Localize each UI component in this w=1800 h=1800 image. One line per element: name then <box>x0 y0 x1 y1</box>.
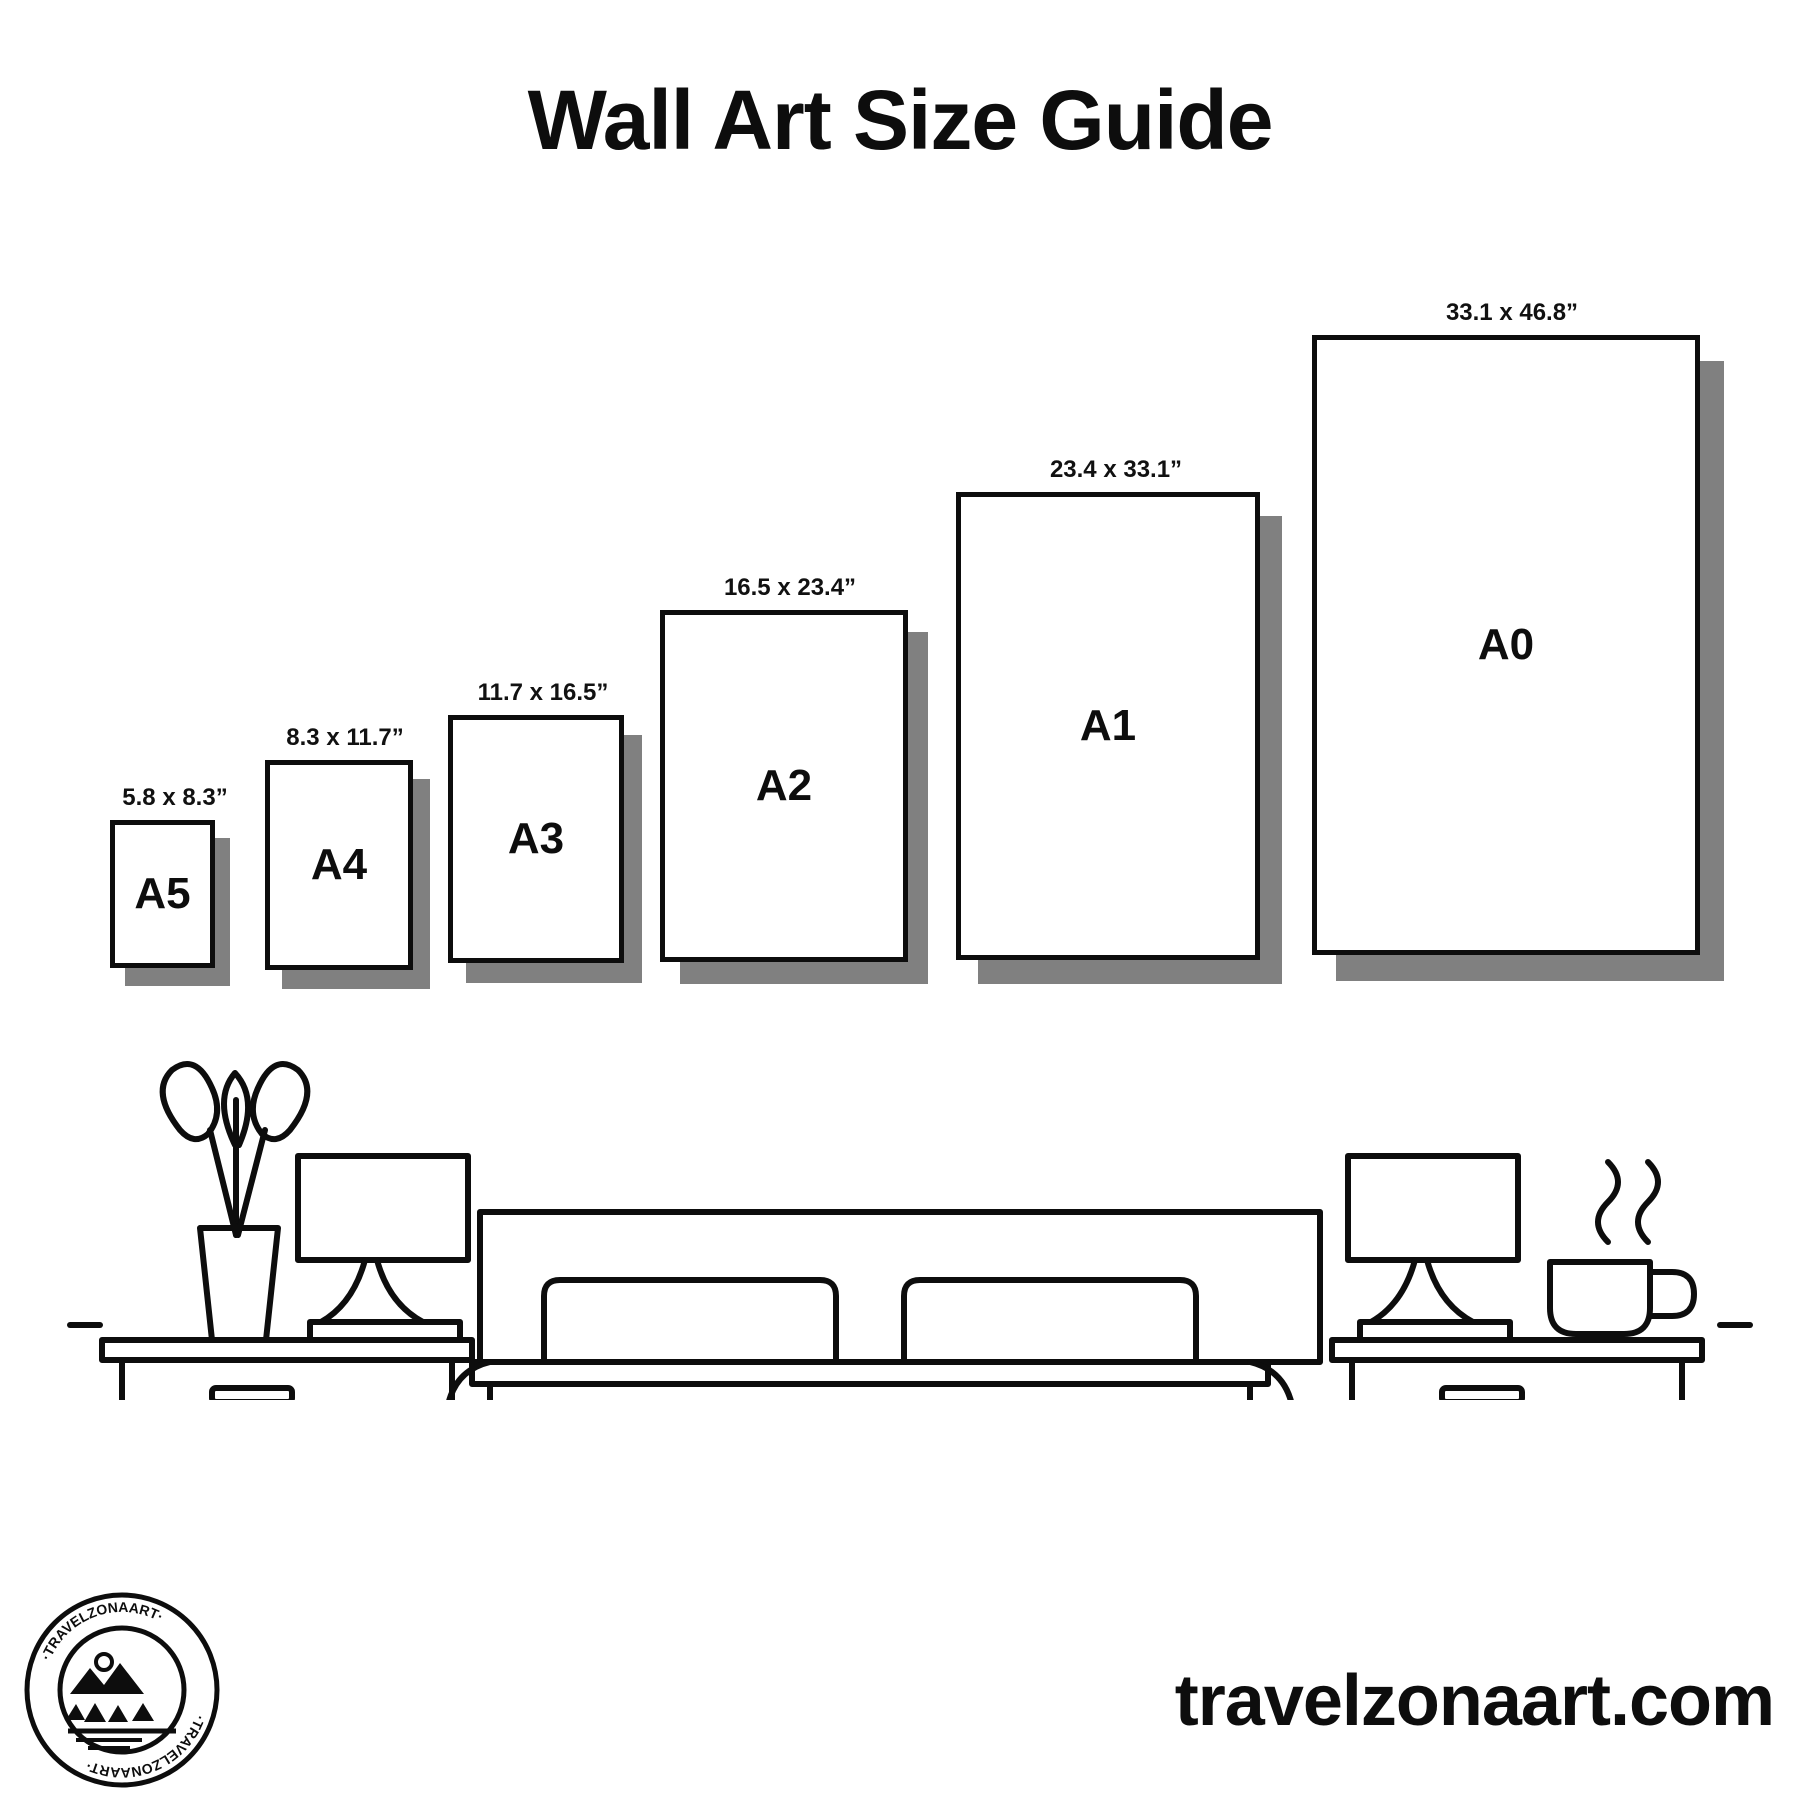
frame-box-a2[interactable] <box>660 610 908 962</box>
frame-dimensions-a4: 8.3 x 11.7” <box>286 724 404 751</box>
frame-dimensions-a0: 33.1 x 46.8” <box>1445 299 1579 326</box>
frame-dimensions-a5: 5.8 x 8.3” <box>122 784 228 811</box>
frame-dimensions-a2: 16.5 x 23.4” <box>723 574 857 601</box>
website-url[interactable]: travelzonaart.com <box>1174 1661 1774 1741</box>
frame-dimensions-a1: 23.4 x 33.1” <box>1049 456 1183 483</box>
frame-group-a5[interactable] <box>110 784 240 1000</box>
frame-name-a5: A5 <box>134 869 191 918</box>
bed-icon <box>411 1212 1329 1400</box>
frame-group-a3[interactable] <box>448 679 653 1000</box>
frame-name-a1: A1 <box>1079 701 1137 750</box>
frame-group-a0[interactable] <box>1312 299 1742 1000</box>
frame-name-a4: A4 <box>310 840 368 889</box>
frame-group-a2[interactable] <box>660 574 938 1000</box>
right-table-lamp-icon <box>1348 1156 1518 1340</box>
plant-vase-icon <box>163 1064 308 1340</box>
frame-box-a3[interactable] <box>448 715 624 963</box>
logo-brand-text-top: ·TRAVELZONAART· <box>37 1598 167 1663</box>
brand-logo[interactable] <box>22 1590 222 1790</box>
page-title: Wall Art Size Guide <box>527 73 1273 167</box>
frame-box-a4[interactable] <box>265 760 413 970</box>
frame-box-a1[interactable] <box>956 492 1260 960</box>
logo-mountain-lake-icon <box>66 1654 176 1748</box>
frame-name-a2: A2 <box>755 761 813 810</box>
frame-name-a3: A3 <box>507 814 565 863</box>
frame-box-a0[interactable] <box>1312 335 1700 955</box>
left-nightstand-icon <box>102 1340 472 1400</box>
bedroom-illustration <box>60 980 1760 1400</box>
frame-group-a4[interactable] <box>265 724 440 1000</box>
frame-dimensions-a3: 11.7 x 16.5” <box>477 679 609 706</box>
coffee-cup-icon <box>1550 1162 1694 1334</box>
frame-name-a0: A0 <box>1477 620 1535 669</box>
frame-box-a5[interactable] <box>110 820 215 968</box>
logo-brand-text-bottom: ·TRAVELZONAART· <box>82 1713 209 1782</box>
frame-size-row <box>0 280 1800 1000</box>
frame-group-a1[interactable] <box>956 456 1290 1000</box>
left-table-lamp-icon <box>298 1156 468 1340</box>
right-nightstand-icon <box>1332 1340 1702 1400</box>
